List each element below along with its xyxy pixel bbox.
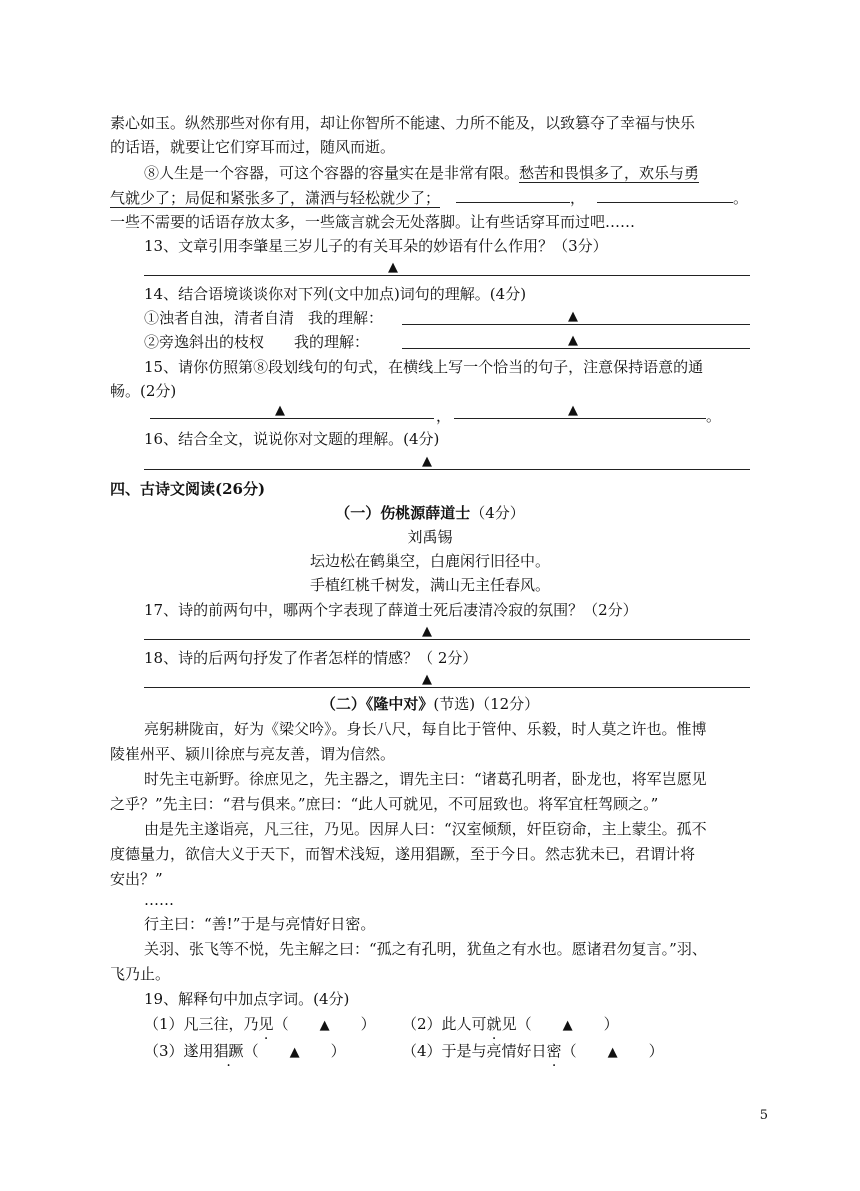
longzhong-p3-line3: 安出？” [110,870,163,888]
question-17: 17、诗的前两句中，哪两个字表现了薛道士死后凄清冷寂的氛围？（2分） [144,601,638,619]
para7-line2: 的话语，就要让它们穿耳而过，随风而逝。 [110,138,396,156]
poem-line2: 手植红桃千树发，满山无主任春风。 [309,576,550,594]
answer-line-15-2[interactable] [454,418,706,419]
longzhong-p3-line2: 度德量力，欲信大义于天下，而智术浅短，遂用猖蹶，至于今日。然志犹未已，君谓计将 [110,845,696,863]
question-14: 14、结合语境谈谈你对下列(文中加点)词句的理解。(4分) [144,285,527,303]
section-4-heading: 四、古诗文阅读(26分) [110,480,266,498]
q19-item4: （4）于是与亮情好日密（ ▲ ） [402,1041,664,1063]
para8-line2: 气就少了；局促和紧张多了，潇洒与轻松就少了； ， 。 [110,189,749,207]
answer-marker-icon: ▲ [422,624,432,639]
question-15-line1: 15、请你仿照第⑧段划线句的句式，在横线上写一个恰当的句子，注意保持语意的通 [144,358,704,376]
para7-line1: 素心如玉。纵然那些对你有用，却让你智所不能逮、力所不能及，以致篡夺了幸福与快乐 [110,114,696,132]
longzhong-p1-line1: 亮躬耕陇亩，好为《梁父吟》。身长八尺，每自比于管仲、乐毅，时人莫之许也。惟博 [144,720,707,738]
answer-marker-icon: ▲ [275,403,285,418]
question-15-line2: 畅。(2分) [110,382,177,400]
longzhong-p2-line1: 时先主屯新野。徐庶见之，先主器之，谓先主曰：“诸葛孔明者，卧龙也，将军岂愿见 [144,770,707,788]
page-number: 5 [759,1108,768,1123]
q14-item1: ①浊者自浊，清者自清 我的理解： [144,309,384,327]
longzhong-p4: 行主曰：“善!”于是与亮情好日密。 [144,915,376,933]
answer-marker-icon: ▲ [422,672,432,687]
answer-line-14-2[interactable] [402,348,750,349]
longzhong-title: （二）《隆中对》(节选)（12分） [320,695,540,713]
longzhong-p1-line2: 陵崔州平、颍川徐庶与亮友善，谓为信然。 [110,745,396,763]
longzhong-p2-line2: 之乎？”先主曰：“君与俱来。”庶曰：“此人可就见，不可屈致也。将军宜枉驾顾之。” [110,795,659,813]
dotted-word: 就 [486,1015,502,1033]
dotted-word: 猖蹶 [213,1042,244,1060]
dotted-word: 见 [258,1015,274,1033]
answer-marker-icon: ▲ [568,309,578,324]
answer-line-14-1[interactable] [402,324,750,325]
underlined-sentence-part2: 气就少了；局促和紧张多了，潇洒与轻松就少了； [110,189,441,207]
poem-title: （一）伤桃源薛道士（4分） [335,504,525,522]
answer-line-15-1[interactable] [150,418,434,419]
dotted-word: 密 [546,1042,562,1060]
q14-item2-text: ②旁逸斜出的枝杈 [144,333,265,351]
question-13: 13、文章引用李肇星三岁儿子的有关耳朵的妙语有什么作用？（3分） [144,237,608,255]
para8-line1: ⑧人生是一个容器，可这个容器的容量实在是非常有限。愁苦和畏惧多了，欢乐与勇 [144,164,700,182]
answer-marker-icon[interactable]: ▲ [289,1045,300,1060]
question-16: 16、结合全文，说说你对文题的理解。(4分) [144,430,440,448]
longzhong-p5-line2: 飞乃止。 [110,965,171,983]
q19-item1: （1）凡三往，乃见（ ▲ ） [144,1014,376,1036]
answer-line-13[interactable] [144,275,750,276]
q14-item1-text: ①浊者自浊，清者自清 [144,309,295,327]
answer-marker-icon[interactable]: ▲ [319,1018,330,1033]
poem-line1: 坛边松在鹤巢空，白鹿闲行旧径中。 [309,552,550,570]
para8-blank-1[interactable] [456,188,570,203]
answer-line-17[interactable] [144,639,750,640]
question-18: 18、诗的后两句抒发了作者怎样的情感？（ 2分） [144,649,478,667]
q19-item3: （3）遂用猖蹶（ ▲ ） [144,1041,346,1063]
q14-item2: ②旁逸斜出的枝杈 我的理解： [144,333,370,351]
longzhong-p5-line1: 关羽、张飞等不悦，先主解之曰：“孤之有孔明，犹鱼之有水也。愿诸君勿复言。”羽、 [144,940,707,958]
underlined-sentence-part1: 愁苦和畏惧多了，欢乐与勇 [519,164,700,182]
q19-item2: （2）此人可就见（ ▲ ） [402,1014,619,1036]
longzhong-p3-line1: 由是先主遂诣亮，凡三往，乃见。因屏人曰：“汉室倾颓，奸臣窃命，主上蒙尘。孤不 [144,820,707,838]
answer-marker-icon: ▲ [568,333,578,348]
para8-line3: 一些不需要的话语存放太多，一些箴言就会无处落脚。让有些话穿耳而过吧…… [110,213,636,231]
answer-marker-icon: ▲ [388,260,398,275]
answer-line-18[interactable] [144,687,750,688]
answer-marker-icon: ▲ [568,403,578,418]
answer-marker-icon[interactable]: ▲ [562,1018,573,1033]
para8-blank-2[interactable] [597,188,733,203]
longzhong-ellipsis: …… [144,891,174,909]
answer-marker-icon[interactable]: ▲ [607,1045,618,1060]
answer-marker-icon: ▲ [422,454,432,469]
poem-author: 刘禹锡 [407,528,453,546]
answer-line-16[interactable] [144,469,750,470]
question-19: 19、解释句中加点字词。(4分) [144,990,350,1008]
